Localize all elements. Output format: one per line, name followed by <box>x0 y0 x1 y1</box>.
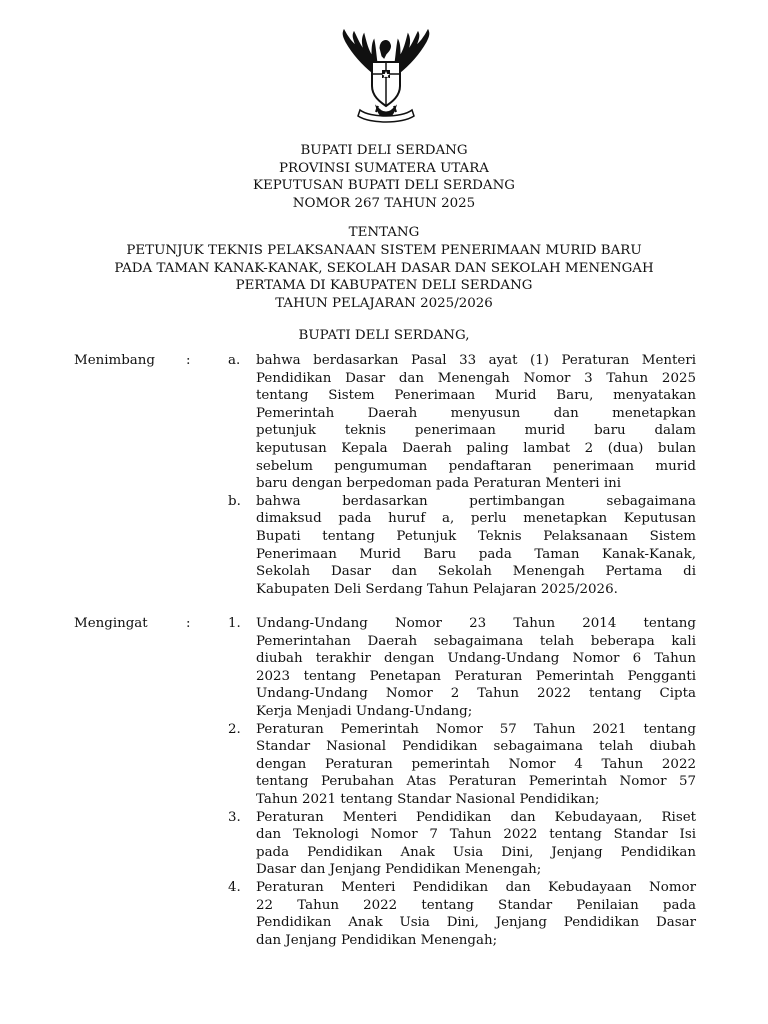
text-line: Pendidikan Dasar dan Menengah Nomor 3 Tahun 2025 <box>256 370 696 386</box>
text-line: Kabupaten Deli Serdang Tahun Pelajaran 2025/2026. <box>256 581 618 597</box>
mengingat-item-2 <box>0 721 768 809</box>
menimbang-item-a <box>0 352 768 493</box>
text-line: 22 Tahun 2022 tentang Standar Penilaian pada <box>256 897 696 913</box>
text-line: Dasar dan Jenjang Pendidikan Menengah; <box>256 862 542 878</box>
text-line: tentang Sistem Penerimaan Murid Baru, menyatakan <box>256 388 696 404</box>
mengingat-item-1 <box>0 615 768 721</box>
decree-title-line: TAHUN PELAJARAN 2025/2026 <box>275 295 493 311</box>
decree-title-line: PADA TAMAN KANAK-KANAK, SEKOLAH DASAR DAN SEKOLAH MENENGAH <box>114 260 654 276</box>
text-line: Pemerintah Daerah menyusun dan menetapkan <box>256 405 696 421</box>
item-marker: b. <box>228 493 241 509</box>
item-marker: a. <box>228 353 241 368</box>
text-line: Standar Nasional Pendidikan sebagaimana telah diubah <box>256 739 696 755</box>
menimbang-section <box>0 352 768 598</box>
item-marker: 2. <box>228 721 241 737</box>
text-line: Peraturan Menteri Pendidikan dan Kebudayaan, Riset <box>256 809 696 825</box>
mengingat-item-3 <box>0 809 768 879</box>
text-line: dan Teknologi Nomor 7 Tahun 2022 tentang Standar Isi <box>256 827 696 843</box>
item-text <box>256 809 696 879</box>
header-decree-type: KEPUTUSAN BUPATI DELI SERDANG <box>253 178 515 194</box>
section-label: Mengingat <box>74 616 148 631</box>
text-line: bahwa berdasarkan Pasal 33 ayat (1) Peraturan Menteri <box>256 353 696 368</box>
text-line: keputusan Kepala Daerah paling lambat 2 (dua) bulan <box>256 440 696 456</box>
tentang-heading: TENTANG <box>348 225 420 240</box>
section-colon: : <box>186 616 191 631</box>
text-line: Undang-Undang Nomor 2 Tahun 2022 tentang Cipta <box>256 686 696 702</box>
text-line: dan Jenjang Pendidikan Menengah; <box>256 932 498 948</box>
section-label: Menimbang <box>74 353 155 368</box>
item-text <box>256 721 696 809</box>
mengingat-section <box>0 615 768 949</box>
mengingat-item-4 <box>0 879 768 949</box>
text-line: 2023 tentang Penetapan Peraturan Pemerintah Pengganti <box>256 668 696 684</box>
text-line: bahwa berdasarkan pertimbangan sebagaimana <box>256 493 696 509</box>
text-line: Peraturan Pemerintah Nomor 57 Tahun 2021 tentang <box>256 721 696 737</box>
text-line: Undang-Undang Nomor 23 Tahun 2014 tentang <box>256 616 696 631</box>
text-line: diubah terakhir dengan Undang-Undang Nomor 6 Tahun <box>256 651 696 667</box>
decree-title-line: PERTAMA DI KABUPATEN DELI SERDANG <box>235 278 533 294</box>
text-line: petunjuk teknis penerimaan murid baru dalam <box>256 423 696 439</box>
menimbang-item-b <box>0 493 768 599</box>
item-marker: 1. <box>228 616 241 631</box>
decree-title <box>0 242 768 312</box>
item-text <box>256 615 696 721</box>
item-text <box>256 493 696 599</box>
header-province: PROVINSI SUMATERA UTARA <box>279 160 489 176</box>
item-marker: 3. <box>228 809 241 825</box>
text-line: Bupati tentang Petunjuk Teknis Pelaksanaan Sistem <box>256 528 696 544</box>
document-header <box>0 142 768 212</box>
text-line: dimaksud pada huruf a, perlu menetapkan Keputusan <box>256 511 696 527</box>
garuda-pancasila-emblem-icon <box>330 26 442 126</box>
item-text <box>256 879 696 949</box>
text-line: baru dengan berpedoman pada Peraturan Menteri ini <box>256 476 622 492</box>
text-line: Kerja Menjadi Undang-Undang; <box>256 703 473 719</box>
text-line: sebelum pengumuman pendaftaran penerimaan murid <box>256 458 696 474</box>
text-line: Tahun 2021 tentang Standar Nasional Pendidikan; <box>256 791 600 807</box>
text-line: Peraturan Menteri Pendidikan dan Kebudayaan Nomor <box>256 879 696 895</box>
text-line: Pendidikan Anak Usia Dini, Jenjang Pendidikan Dasar <box>256 915 696 931</box>
text-line: Sekolah Dasar dan Sekolah Menengah Pertama di <box>256 564 696 580</box>
section-colon: : <box>186 353 191 368</box>
text-line: dengan Peraturan pemerintah Nomor 4 Tahun 2022 <box>256 756 696 772</box>
text-line: Pemerintahan Daerah sebagaimana telah beberapa kali <box>256 633 696 649</box>
issuer-line: BUPATI DELI SERDANG, <box>298 328 470 343</box>
text-line: Penerimaan Murid Baru pada Taman Kanak-Kanak, <box>256 546 696 562</box>
header-regent: BUPATI DELI SERDANG <box>300 143 468 158</box>
item-text <box>256 352 696 493</box>
text-line: pada Pendidikan Anak Usia Dini, Jenjang Pendidikan <box>256 844 696 860</box>
item-marker: 4. <box>228 879 241 895</box>
header-decree-number: NOMOR 267 TAHUN 2025 <box>292 195 476 211</box>
decree-title-line: PETUNJUK TEKNIS PELAKSANAAN SISTEM PENERIMAAN MURID BARU <box>126 243 642 258</box>
text-line: tentang Perubahan Atas Peraturan Pemerintah Nomor 57 <box>256 774 696 790</box>
